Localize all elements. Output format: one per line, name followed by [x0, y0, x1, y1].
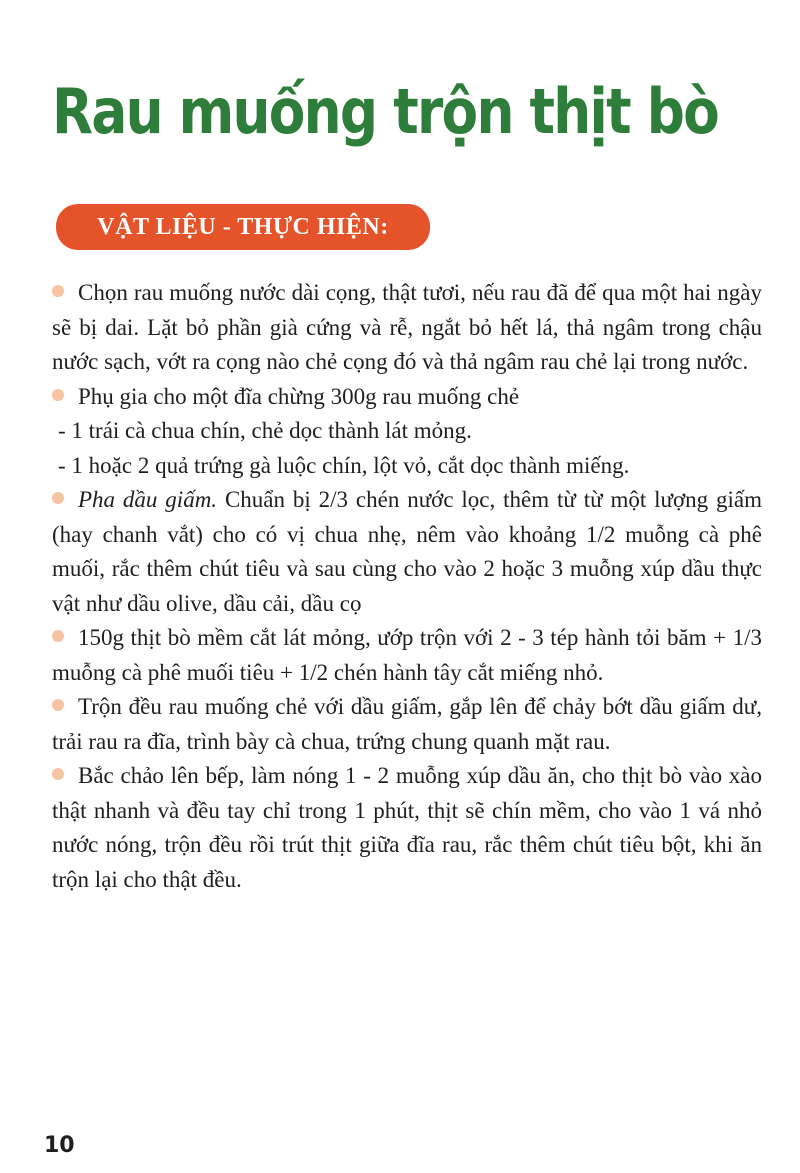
paragraph-4: [52, 621, 762, 690]
page-title: Rau muống trộn thịt bò: [52, 75, 719, 148]
recipe-body: [52, 276, 762, 897]
page-number: 10: [44, 1133, 75, 1158]
paragraph-5: [52, 690, 762, 759]
paragraph-3: [52, 483, 762, 621]
paragraph-lead: Pha dầu giấm.: [78, 487, 218, 512]
paragraph-1: [52, 276, 762, 380]
paragraph-text: 150g thịt bò mềm cắt lát mỏng, ướp trộn với 2 - 3 tép hành tỏi băm + 1/3 muỗng cà phê muối tiêu + 1/2 chén hành tây cắt miếng nhỏ.: [52, 625, 762, 685]
dash-item-1: - 1 trái cà chua chín, chẻ dọc thành lát mỏng.: [58, 418, 472, 443]
bullet-dot-icon: [52, 389, 64, 401]
dash-item-2: - 1 hoặc 2 quả trứng gà luộc chín, lột vỏ, cắt dọc thành miếng.: [58, 452, 630, 478]
paragraph-6: [52, 759, 762, 897]
paragraph-text: Chọn rau muống nước dài cọng, thật tươi, nếu rau đã để qua một hai ngày sẽ bị dai. Lặt bỏ phần già cứng và rễ, ngắt bỏ hết lá, thả ngâm trong chậu nước sạch, vớt ra cọng nào chẻ cọng đó và thả ngâm rau chẻ lại trong nước.: [52, 280, 762, 374]
paragraph-text: Phụ gia cho một đĩa chừng 300g rau muống chẻ: [78, 383, 520, 409]
section-badge: VẬT LIỆU - THỰC HIỆN:: [56, 204, 430, 250]
paragraph-text: Bắc chảo lên bếp, làm nóng 1 - 2 muỗng xúp dầu ăn, cho thịt bò vào xào thật nhanh và đều tay chỉ trong 1 phút, thịt sẽ chín mềm, cho vào 1 vá nhỏ nước nóng, trộn đều rồi trút thịt giữa đĩa rau, rắc thêm chút tiêu bột, khi ăn trộn lại cho thật đều.: [52, 763, 762, 892]
bullet-dot-icon: [52, 699, 64, 711]
paragraph-text: Trộn đều rau muống chẻ với dầu giấm, gắp lên để chảy bớt dầu giấm dư, trải rau ra đĩa, trình bày cà chua, trứng chung quanh mặt rau.: [52, 694, 762, 754]
bullet-dot-icon: [52, 492, 64, 504]
paragraph-text: Chuẩn bị 2/3 chén nước lọc, thêm từ từ một lượng giấm (hay chanh vắt) cho có vị chua nhẹ, nêm vào khoảng 1/2 muỗng cà phê muối, rắc thêm chút tiêu và sau cùng cho vào 2 hoặc 3 muỗng xúp dầu thực vật như dầu olive, dầu cải, dầu cọ: [52, 487, 762, 616]
bullet-dot-icon: [52, 285, 64, 297]
bullet-dot-icon: [52, 630, 64, 642]
bullet-dot-icon: [52, 768, 64, 780]
paragraph-2: [52, 380, 762, 415]
